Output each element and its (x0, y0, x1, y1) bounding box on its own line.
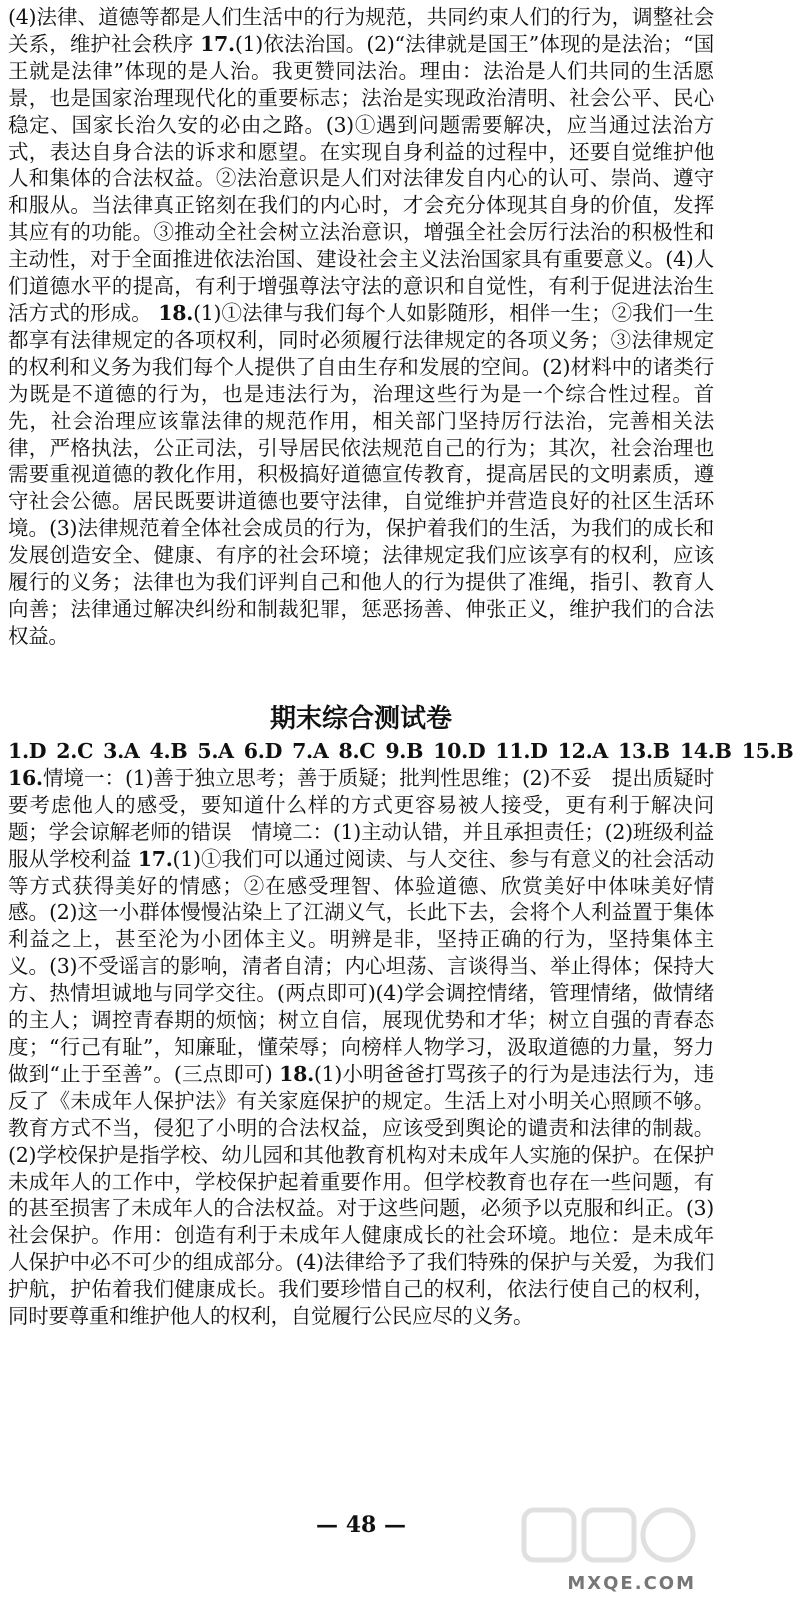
question-number-17: 17. (200, 31, 235, 56)
choice-answer: 8.C (338, 739, 376, 763)
question-number-18: 18. (158, 300, 194, 325)
choice-answer: 3.A (103, 739, 140, 763)
choice-answer: 10.D (433, 739, 486, 763)
page-number: — 48 — (316, 1512, 406, 1538)
choice-answer: 11.D (495, 739, 548, 763)
final-answer-17: (1)①我们可以通过阅读、与人交往、参与有意义的社会活动等方式获得美好的情感；②在感受理智、体验道德、欣赏美好中体味美好情感。(2)这一小群体慢慢沾染上了江湖义气，长此下去，会将个人利益置于集体利益之上，甚至沦为小团体主义。明辨是非，坚持正确的行为，坚持集体主义。(3)不受谣言的影响，清者自清；内心坦荡、言谈得当、举止得体；保持大方、热情坦诚地与同学交往。(两点即可)(4)学会调控情绪，管理情绪，做情绪的主人；调控青春期的烦恼；树立自信，展现优势和才华；树立自强的青春态度；“行己有耻”，知廉耻，懂荣辱；向榜样人物学习，汲取道德的力量，努力做到“止于至善”。(三点即可) (8, 846, 715, 1086)
final-answer-18: (1)小明爸爸打骂孩子的行为是违法行为，违反了《未成年人保护法》有关家庭保护的规定。生活上对小明关心照顾不够。教育方式不当，侵犯了小明的合法权益，应该受到舆论的谴责和法律的制裁。(2)学校保护是指学校、幼儿园和其他教育机构对未成年人实施的保护。在保护未成年人的工作中，学校保护起着重要作用。但学校教育也存在一些问题，有的甚至损害了未成年人的合法权益。对于这些问题，必须予以克服和纠正。(3)社会保护。作用：创造有利于未成年人健康成长的社会环境。地位：是未成年人保护中必不可少的组成部分。(4)法律给予了我们特殊的保护与关爱，为我们护航，护佑着我们健康成长。我们要珍惜自己的权利，依法行使自己的权利，同时要尊重和维护他人的权利，自觉履行公民应尽的义务。 (8, 1061, 714, 1329)
choice-answer: 1.D (8, 739, 47, 763)
choice-answer: 14.B (679, 739, 732, 763)
choice-answer: 15.B (741, 739, 793, 763)
choice-answers (8, 739, 793, 763)
answer-watermark-logo (520, 1506, 700, 1572)
answer-q17: (1)依法治国。(2)“法律就是国王”体现的是法治；“国王就是法律”体现的是人治。我更赞同法治。理由：法治是人们共同的生活愿景，也是国家治理现代化的重要标志；法治是实现政治清明、社会公平、民心稳定、国家长治久安的必由之路。(3)①遇到问题需要解决，应当通过法治方式，表达自身合法的诉求和愿望。在实现自身利益的过程中，还要自觉维护他人和集体的合法权益。②法治意识是人们对法律发自内心的认可、崇尚、遵守和服从。当法律真正铭刻在我们的内心时，才会充分体现其自身的价值，发挥其应有的功能。③推动全社会树立法治意识，增强全社会厉行法治的积极性和主动性，对于全面推进依法治国、建设社会主义法治国家具有重要意义。(4)人们道德水平的提高，有利于增强尊法守法的意识和自觉性，有利于促进法治生活方式的形成。 (8, 31, 714, 325)
choice-answer: 9.B (385, 739, 424, 763)
watermark-text: MXQE.COM (567, 1573, 696, 1594)
choice-answer: 7.A (292, 739, 329, 763)
choice-answer: 2.C (56, 739, 94, 763)
choice-answer: 12.A (557, 739, 609, 763)
final-question-number-17: 17. (137, 846, 173, 871)
choice-answer: 13.B (618, 739, 670, 763)
answer-block-final-test (8, 738, 793, 1330)
choice-answer: 4.B (149, 739, 188, 763)
choice-answer: 6.D (243, 739, 283, 763)
answer-block-previous-unit (8, 4, 714, 650)
final-answer-16: 情境一：(1)善于独立思考；善于质疑；批判性思维；(2)不妥 提出质疑时要考虑他人的感受，要知道什么样的方式更容易被人接受，更有利于解决问题；学会谅解老师的错误 情境二：(1)主动认错，并且承担责任；(2)班级利益服从学校利益 (8, 765, 714, 871)
answer-q18: (1)①法律与我们每个人如影随形，相伴一生；②我们一生都享有法律规定的各项权利，同时必须履行法律规定的各项义务；③法律规定的权利和义务为我们每个人提供了自由生存和发展的空间。(2)材料中的诸类行为既是不道德的行为，也是违法行为，治理这些行为是一个综合性过程。首先，社会治理应该靠法律的规范作用，相关部门坚持厉行法治，完善相关法律，严格执法，公正司法，引导居民依法规范自己的行为；其次，社会治理也需要重视道德的教化作用，积极搞好道德宣传教育，提高居民的文明素质，遵守社会公德。居民既要讲道德也要守法律，自觉维护并营造良好的社区生活环境。(3)法律规范着全体社会成员的行为，保护着我们的生活，为我们的成长和发展创造安全、健康、有序的社会环境；法律规定我们应该享有的权利，应该履行的义务；法律也为我们评判自己和他人的行为提供了准绳，指引、教育人向善；法律通过解决纠纷和制裁犯罪，惩恶扬善、伸张正义，维护我们的合法权益。 (8, 300, 715, 648)
final-question-number-16: 16. (8, 765, 43, 790)
section-title: 期末综合测试卷 (269, 704, 452, 734)
final-question-number-18: 18. (279, 1061, 314, 1086)
paragraph-q16-4: (4)法律、道德等都是人们生活中的行为规范，共同约束人们的行为，调整社会关系，维护社会秩序 (8, 5, 714, 56)
choice-answer: 5.A (197, 739, 234, 763)
